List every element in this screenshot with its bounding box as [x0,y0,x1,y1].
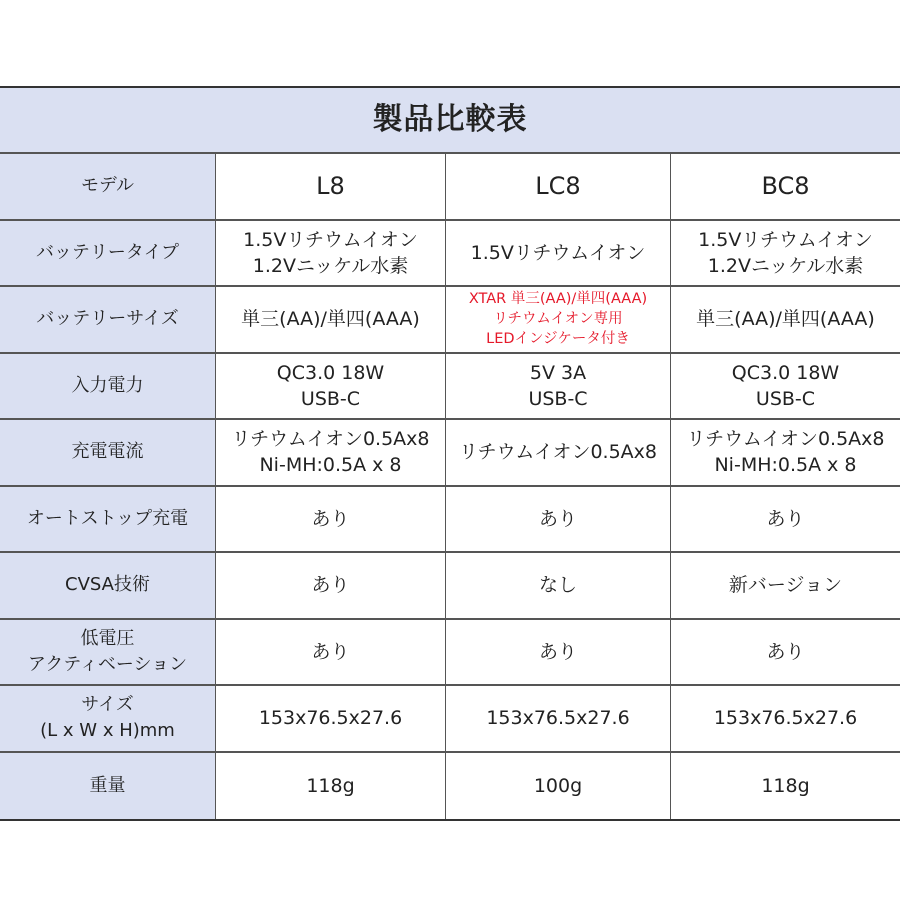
model-bc8: BC8 [670,154,900,221]
row-label: バッテリータイプ [0,221,215,288]
comparison-table [0,86,900,821]
table-cell: あり [215,553,445,620]
row-label: オートストップ充電 [0,487,215,554]
table-cell: 5V 3A USB-C [445,354,670,421]
row-label: 入力電力 [0,354,215,421]
table-cell: リチウムイオン0.5Ax8 Ni-MH:0.5A x 8 [215,420,445,487]
row-label: 重量 [0,753,215,820]
table-cell: QC3.0 18W USB-C [670,354,900,421]
row-label: 低電圧 アクティベーション [0,620,215,687]
model-l8: L8 [215,154,445,221]
table-cell: 新バージョン [670,553,900,620]
row-label: サイズ (L x W x H)mm [0,686,215,753]
header-label: モデル [0,154,215,221]
table-cell: あり [670,487,900,554]
row-label: 充電電流 [0,420,215,487]
table-cell: 153x76.5x27.6 [215,686,445,753]
row-label: バッテリーサイズ [0,287,215,354]
table-cell: 1.5Vリチウムイオン 1.2Vニッケル水素 [215,221,445,288]
table-cell: 118g [670,753,900,820]
table-cell: リチウムイオン0.5Ax8 [445,420,670,487]
table-cell: あり [445,487,670,554]
table-cell: XTAR 単三(AA)/単四(AAA) リチウムイオン専用 LEDインジケータ付き [445,287,670,354]
table-cell: あり [215,620,445,687]
table-cell: 153x76.5x27.6 [670,686,900,753]
table-cell: リチウムイオン0.5Ax8 Ni-MH:0.5A x 8 [670,420,900,487]
table-cell: QC3.0 18W USB-C [215,354,445,421]
table-cell: 単三(AA)/単四(AAA) [670,287,900,354]
table-cell: 1.5Vリチウムイオン 1.2Vニッケル水素 [670,221,900,288]
table-cell: あり [670,620,900,687]
table-title: 製品比較表 [0,88,900,154]
table-cell: 1.5Vリチウムイオン [445,221,670,288]
table-cell: 118g [215,753,445,820]
table-cell: なし [445,553,670,620]
table-cell: 単三(AA)/単四(AAA) [215,287,445,354]
table-cell: あり [215,487,445,554]
table-cell: 100g [445,753,670,820]
row-label: CVSA技術 [0,553,215,620]
model-lc8: LC8 [445,154,670,221]
table-cell: 153x76.5x27.6 [445,686,670,753]
table-cell: あり [445,620,670,687]
